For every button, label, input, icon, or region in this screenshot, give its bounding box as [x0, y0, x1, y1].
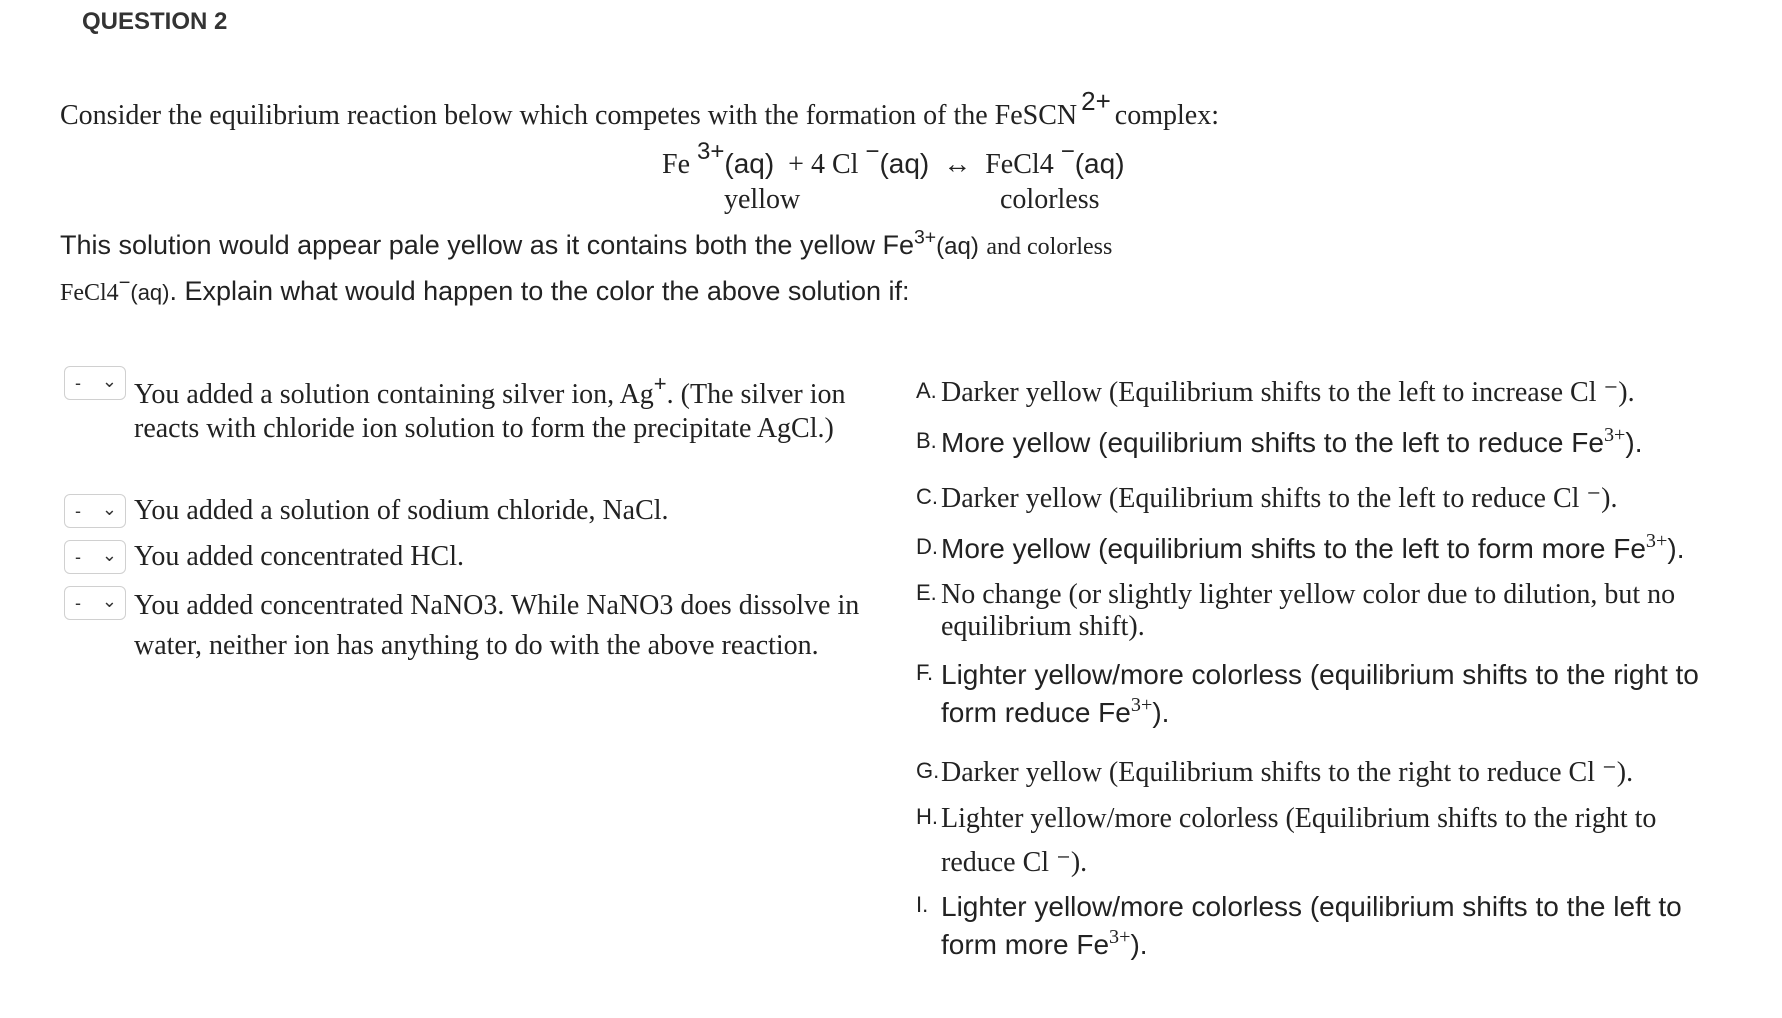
answer-select-4[interactable] — [64, 586, 126, 620]
chevron-down-icon: ⌄ — [101, 499, 117, 519]
select-value: - — [75, 373, 81, 393]
note-aq: (aq) — [936, 233, 979, 260]
intro-text — [60, 86, 1219, 132]
note-text: This solution would appear pale yellow as it contains both the yellow Fe — [60, 230, 914, 260]
eq-fe-charge: 3+ — [697, 138, 725, 165]
note-line-1 — [60, 226, 1113, 261]
q1-line1a: You added a solution containing silver ion, Ag — [134, 379, 654, 410]
option-letter: B. — [916, 428, 937, 453]
eq-minus2: − — [1060, 138, 1075, 165]
eq-arrow: ↔ — [943, 149, 972, 180]
note-minus: − — [118, 272, 131, 294]
intro-line: Consider the equilibrium reaction below which competes with the formation of the FeSCN — [60, 100, 1078, 131]
option-letter: I. — [916, 892, 929, 917]
chevron-down-icon: ⌄ — [101, 371, 117, 391]
q1-line2: reacts with chloride ion solution to form the precipitate AgCl.) — [134, 413, 834, 444]
chevron-down-icon: ⌄ — [101, 545, 117, 565]
option-tail: ). — [1625, 427, 1643, 458]
q3-line1: You added concentrated HCl. — [134, 541, 464, 572]
option-tail: ). — [1152, 697, 1170, 728]
option-text: Lighter yellow/more colorless (Equilibrium shifts to the right to — [941, 803, 1657, 834]
option-text — [941, 424, 1643, 462]
question-4 — [134, 586, 859, 666]
option-line: More yellow (equilibrium shifts to the left to form more Fe — [941, 533, 1646, 564]
option-text: Lighter yellow/more colorless (equilibrium shifts to the right to — [941, 659, 1699, 690]
answer-select-1[interactable] — [64, 366, 126, 400]
option-letter: A. — [916, 378, 937, 403]
option-text-2: equilibrium shift). — [941, 611, 1145, 642]
question-1 — [134, 370, 846, 446]
option-tail: ). — [1667, 533, 1685, 564]
option-text: Darker yellow (Equilibrium shifts to the right to reduce Cl ⁻). — [941, 757, 1634, 788]
question-2 — [134, 494, 669, 528]
note-fecl4: FeCl4 — [60, 280, 119, 306]
option-sup: 3+ — [1109, 925, 1131, 948]
option-letter: F. — [916, 660, 934, 685]
option-text-2: reduce Cl ⁻). — [941, 847, 1088, 878]
option-tail: ). — [1130, 929, 1148, 960]
note-line-2 — [60, 272, 910, 307]
intro-charge: 2+ — [1081, 86, 1111, 116]
option-text-2 — [941, 926, 1148, 964]
option-letter: C. — [916, 484, 938, 509]
label-colorless: colorless — [1000, 184, 1100, 215]
option-letter: H. — [916, 804, 938, 829]
eq-fecl4: FeCl4 — [985, 149, 1054, 180]
answer-select-2[interactable] — [64, 494, 126, 528]
option-line: More yellow (equilibrium shifts to the left to reduce Fe — [941, 427, 1604, 458]
option-letter: E. — [916, 580, 937, 605]
option-letter: D. — [916, 534, 938, 559]
option-text: No change (or slightly lighter yellow color due to dilution, but no — [941, 579, 1676, 610]
note-tail: . Explain what would happen to the color the above solution if: — [169, 276, 910, 306]
eq-aq1: (aq) — [724, 148, 775, 179]
select-value: - — [75, 501, 81, 521]
option-text-2 — [941, 694, 1169, 732]
option-text: Darker yellow (Equilibrium shifts to the left to increase Cl ⁻). — [941, 377, 1635, 408]
q4-line2: water, neither ion has anything to do with the above reaction. — [134, 630, 819, 661]
eq-fe: Fe — [662, 149, 690, 180]
option-line: form more Fe — [941, 929, 1110, 960]
question-title: QUESTION 2 — [82, 8, 228, 35]
label-yellow: yellow — [724, 184, 801, 215]
note-fe-charge: 3+ — [913, 226, 937, 249]
option-letter: G. — [916, 758, 940, 783]
note-aq2: (aq) — [130, 280, 170, 305]
note-and: and colorless — [986, 234, 1113, 260]
select-value: - — [75, 547, 81, 567]
select-value: - — [75, 593, 81, 613]
eq-aq2: (aq) — [879, 148, 930, 179]
eq-minus1: − — [865, 138, 880, 165]
eq-aq3: (aq) — [1074, 148, 1125, 179]
option-text: Darker yellow (Equilibrium shifts to the left to reduce Cl ⁻). — [941, 483, 1618, 514]
q2-line1: You added a solution of sodium chloride, NaCl. — [134, 495, 669, 526]
option-sup: 3+ — [1130, 693, 1153, 716]
chevron-down-icon: ⌄ — [101, 591, 117, 611]
option-sup: 3+ — [1603, 423, 1626, 446]
intro-tail: complex: — [1114, 100, 1219, 131]
eq-plus: + 4 Cl — [788, 149, 859, 180]
answer-select-3[interactable] — [64, 540, 126, 574]
equilibrium-equation — [662, 138, 1125, 181]
option-text — [941, 530, 1684, 568]
option-sup: 3+ — [1645, 529, 1668, 552]
option-text: Lighter yellow/more colorless (equilibrium shifts to the left to — [941, 891, 1682, 922]
q1-sup: + — [653, 370, 667, 396]
q4-line1: You added concentrated NaNO3. While NaNO3 does dissolve in — [134, 590, 860, 621]
option-line: form reduce Fe — [941, 697, 1131, 728]
q1-line1b: . (The silver ion — [666, 379, 846, 410]
question-3 — [134, 540, 464, 574]
